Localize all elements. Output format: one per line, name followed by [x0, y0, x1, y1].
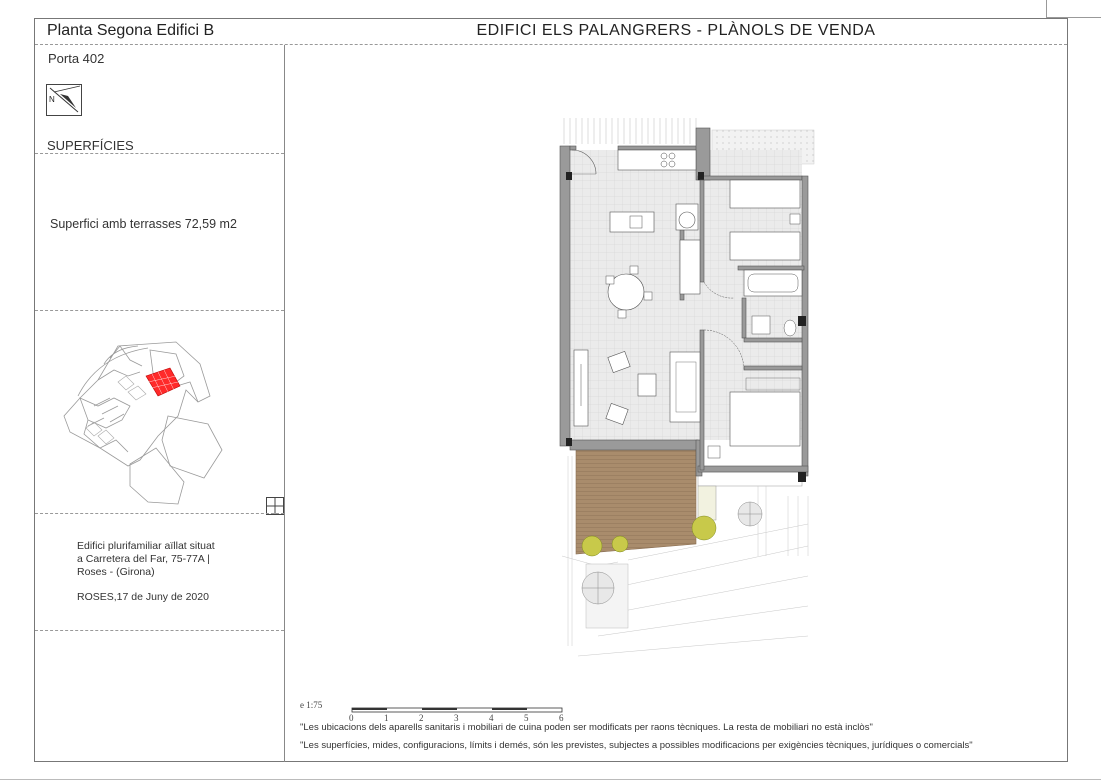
floor-plan	[558, 116, 818, 669]
frame-corner-line	[1046, 17, 1101, 18]
north-arrow-icon	[46, 84, 82, 116]
site-key-plan	[58, 336, 228, 513]
north-arrow	[46, 84, 82, 121]
header-divider	[35, 44, 1067, 45]
door-label: Porta 402	[48, 51, 105, 66]
divider	[35, 310, 284, 311]
project-title: EDIFICI ELS PALANGRERS - PLÀNOLS DE VENDA	[476, 22, 876, 39]
divider	[35, 513, 284, 514]
scale-tick: 6	[559, 713, 564, 723]
scale-tick: 0	[349, 713, 354, 723]
scale-label: e 1:75	[300, 700, 323, 710]
svg-text:N: N	[49, 95, 55, 104]
note-line: "Les superfícies, mides, configuracions, límits i demés, són les previstes, subjectes a possibles modificacions per exigències tècniques, jurídiques o comercials"	[300, 740, 973, 751]
scale-tick: 2	[419, 713, 424, 723]
page-bottom-line	[0, 779, 1101, 780]
scale-tick: 3	[454, 713, 459, 723]
address-line: Edifici plurifamiliar aïllat situat	[77, 540, 215, 552]
surface-value: Superfici amb terrasses 72,59 m2	[50, 217, 237, 231]
date-line: ROSES,17 de Juny de 2020	[77, 591, 209, 603]
note-line: "Les ubicacions dels aparells sanitaris i mobiliari de cuina poden ser modificats per raons tècniques. La resta de mobiliari no està inclòs"	[300, 722, 873, 733]
scale-tick: 1	[384, 713, 389, 723]
divider	[35, 153, 284, 154]
address-block	[77, 540, 215, 579]
scale-tick: 5	[524, 713, 529, 723]
grid-marker	[266, 497, 284, 520]
surfaces-heading: SUPERFÍCIES	[47, 138, 134, 153]
scale-tick: 4	[489, 713, 494, 723]
sheet-title: Planta Segona Edifici B	[47, 22, 215, 39]
frame-corner-tick	[1046, 0, 1047, 18]
address-line: a Carretera del Far, 75-77A |	[77, 553, 210, 565]
column-divider	[284, 45, 285, 762]
divider	[35, 630, 284, 631]
address-line: Roses - (Girona)	[77, 566, 155, 578]
